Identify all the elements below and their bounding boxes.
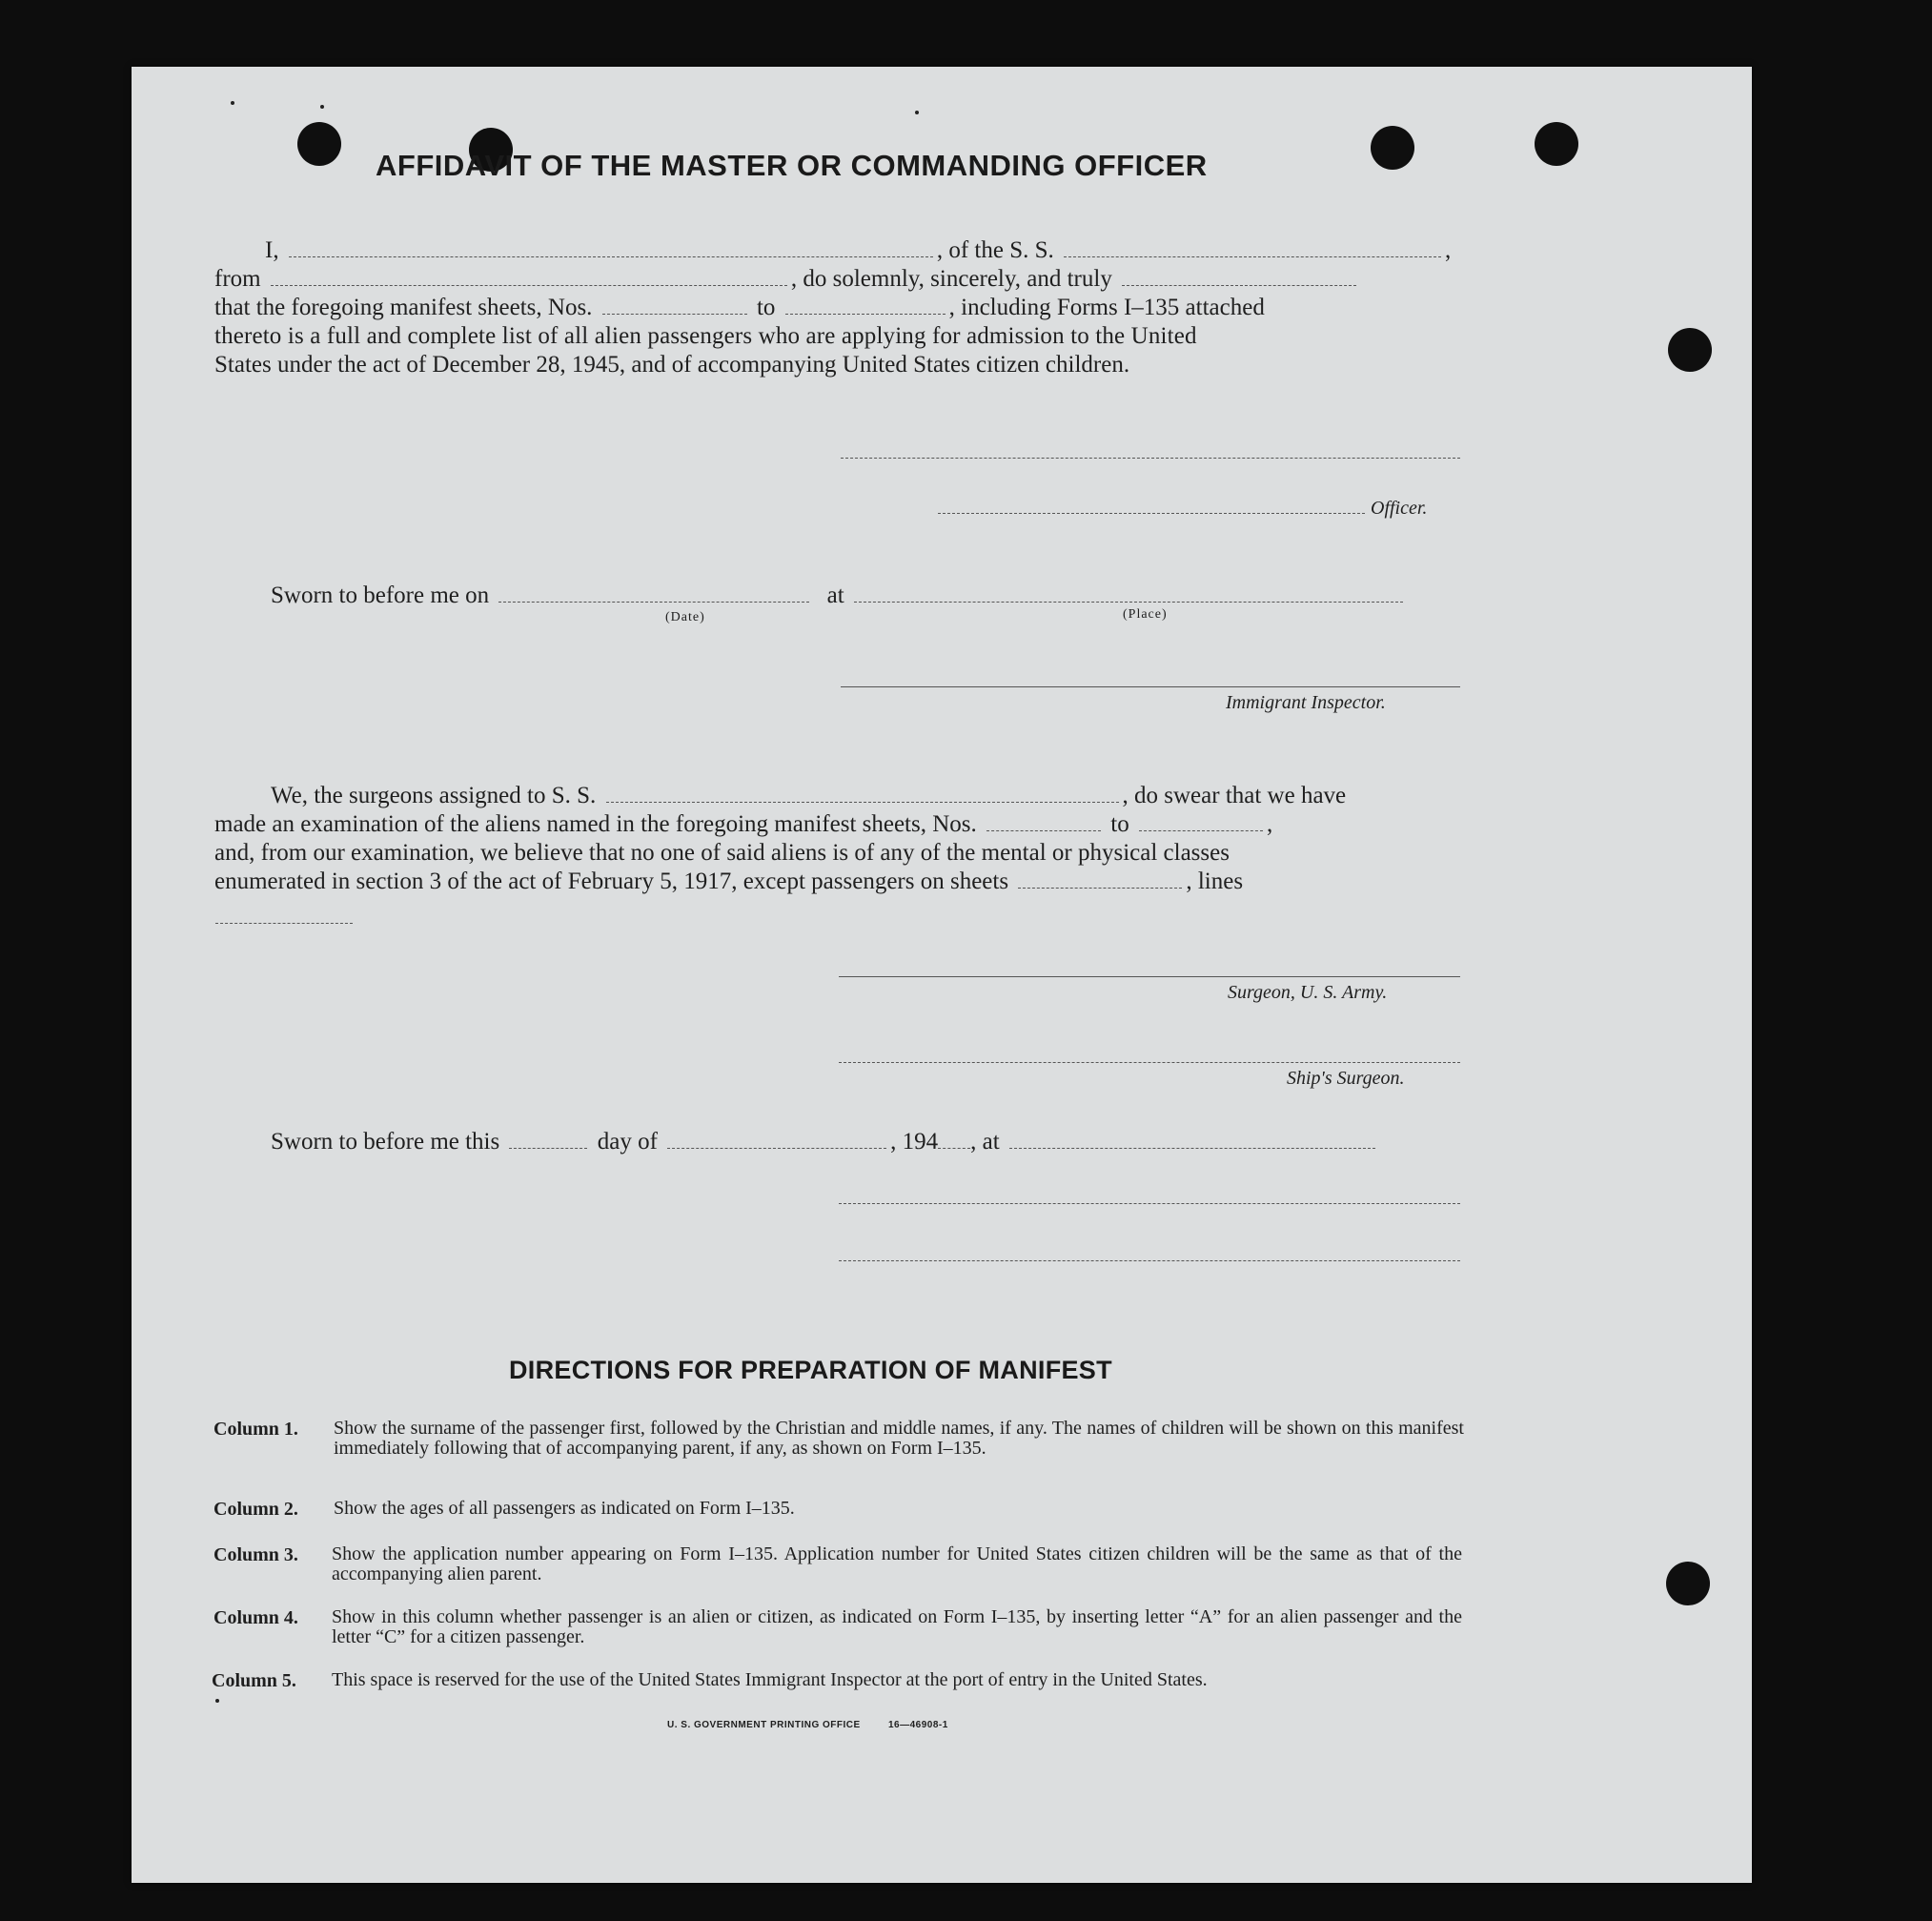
column-1-text: Show the surname of the passenger first, followed by the Christian and middle names, if any. The names of children will be shown on this manifest immediately following that of accompanying parent, if any, as shown on Form I–135.: [334, 1418, 1464, 1459]
text: to: [1110, 811, 1129, 837]
sheets-to-blank[interactable]: [1139, 813, 1263, 831]
punch-hole: [1535, 122, 1578, 166]
text: , at: [970, 1129, 1000, 1155]
speck: [231, 101, 234, 105]
text: enumerated in section 3 of the act of February 5, 1917, except passengers on sheets: [214, 869, 1009, 894]
column-3-text: Show the application number appearing on Form I–135. Application number for United States citizen children will be the same as that of the accompanying alien parent.: [332, 1543, 1462, 1584]
inspector-signature-line[interactable]: [841, 686, 1460, 687]
ship-blank[interactable]: [606, 785, 1119, 803]
affidavit-line-2: [214, 265, 1360, 294]
directions-title: DIRECTIONS FOR PREPARATION OF MANIFEST: [509, 1356, 1112, 1384]
text: , do solemnly, sincerely, and truly: [790, 266, 1112, 292]
column-4-label: Column 4.: [214, 1607, 298, 1628]
affidavit-line-3: [214, 294, 1265, 322]
officer-signature-line[interactable]: [841, 458, 1460, 459]
speck: [215, 1699, 219, 1703]
text: , including Forms I–135 attached: [948, 295, 1265, 320]
text: , 194: [890, 1129, 939, 1155]
ship-surgeon-label: Ship's Surgeon.: [1287, 1068, 1405, 1089]
text: I,: [265, 237, 279, 263]
surgeons-line-1: [271, 782, 1346, 810]
day-blank[interactable]: [509, 1131, 587, 1149]
form-code: 16—46908-1: [887, 1720, 948, 1730]
inspector-line-1[interactable]: [839, 1203, 1460, 1204]
form-page: [132, 67, 1752, 1883]
text: We, the surgeons assigned to S. S.: [271, 783, 597, 808]
port-blank[interactable]: [271, 268, 787, 286]
column-2-text: Show the ages of all passengers as indicated on Form I–135.: [334, 1498, 795, 1519]
sheets-from-blank[interactable]: [602, 296, 747, 315]
text: , lines: [1186, 869, 1244, 894]
officer-label: Officer.: [1371, 498, 1428, 519]
officer-title-line[interactable]: [938, 513, 1365, 514]
sheets-from-blank[interactable]: [986, 813, 1101, 831]
text: made an examination of the aliens named in the foregoing manifest sheets, Nos.: [214, 811, 977, 837]
surgeons-line-2: [214, 810, 1272, 839]
place-blank[interactable]: [1009, 1131, 1375, 1149]
sheets-except-blank[interactable]: [1018, 870, 1182, 889]
affidavit-line-5: States under the act of December 28, 1945, and of accompanying United States citizen children.: [214, 352, 1130, 378]
text: ,: [1266, 811, 1273, 837]
name-blank[interactable]: [289, 239, 933, 257]
date-blank[interactable]: [498, 584, 809, 603]
column-5-text: This space is reserved for the use of the United States Immigrant Inspector at the port of entry in the United States.: [332, 1669, 1208, 1690]
ship-surgeon-signature-line[interactable]: [839, 1062, 1460, 1063]
text: to: [756, 295, 776, 320]
place-blank[interactable]: [854, 584, 1403, 603]
column-2-label: Column 2.: [214, 1499, 298, 1520]
date-caption: (Date): [665, 610, 705, 624]
text: Sworn to before me this: [271, 1129, 500, 1155]
inspector-line-2[interactable]: [839, 1260, 1460, 1261]
printer-imprint: [667, 1720, 948, 1730]
sworn-line-1: [271, 582, 1407, 610]
text: at: [826, 582, 844, 608]
text: , do swear that we have: [1122, 783, 1347, 808]
oath-blank[interactable]: [1122, 268, 1356, 286]
surgeons-line-3: and, from our examination, we believe that no one of said aliens is of any of the mental or physical classes: [214, 840, 1230, 866]
army-surgeon-signature-line[interactable]: [839, 976, 1460, 977]
text: day of: [597, 1129, 658, 1155]
speck: [320, 105, 324, 109]
month-blank[interactable]: [667, 1131, 886, 1149]
column-3-label: Column 3.: [214, 1544, 298, 1565]
column-1-label: Column 1.: [214, 1419, 298, 1440]
text: , of the S. S.: [936, 237, 1054, 263]
column-5-label: Column 5.: [212, 1670, 296, 1691]
speck: [915, 111, 919, 114]
affidavit-line-4: thereto is a full and complete list of all alien passengers who are applying for admission to the United: [214, 323, 1197, 349]
affidavit-title: AFFIDAVIT OF THE MASTER OR COMMANDING OFFICER: [376, 149, 1208, 182]
text: ,: [1445, 237, 1452, 263]
surgeons-line-4: [214, 868, 1243, 896]
printer-name: U. S. GOVERNMENT PRINTING OFFICE: [667, 1720, 861, 1730]
text: from: [214, 266, 261, 292]
sheets-to-blank[interactable]: [785, 296, 946, 315]
place-caption: (Place): [1123, 607, 1168, 622]
punch-hole: [297, 122, 341, 166]
sworn-line-2: [271, 1128, 1379, 1156]
affidavit-line-1: [265, 236, 1601, 265]
inspector-label: Immigrant Inspector.: [1226, 692, 1386, 713]
ship-name-blank[interactable]: [1064, 239, 1441, 257]
text: Sworn to before me on: [271, 582, 490, 608]
lines-blank[interactable]: [215, 923, 353, 924]
army-surgeon-label: Surgeon, U. S. Army.: [1228, 982, 1388, 1003]
year-blank[interactable]: [938, 1131, 970, 1149]
punch-hole: [1668, 328, 1712, 372]
column-4-text: Show in this column whether passenger is an alien or citizen, as indicated on Form I–135, by inserting letter “A” for an alien passenger and the letter “C” for a citizen passenger.: [332, 1606, 1462, 1647]
punch-hole: [1371, 126, 1414, 170]
punch-hole: [1666, 1562, 1710, 1605]
text: that the foregoing manifest sheets, Nos.: [214, 295, 593, 320]
